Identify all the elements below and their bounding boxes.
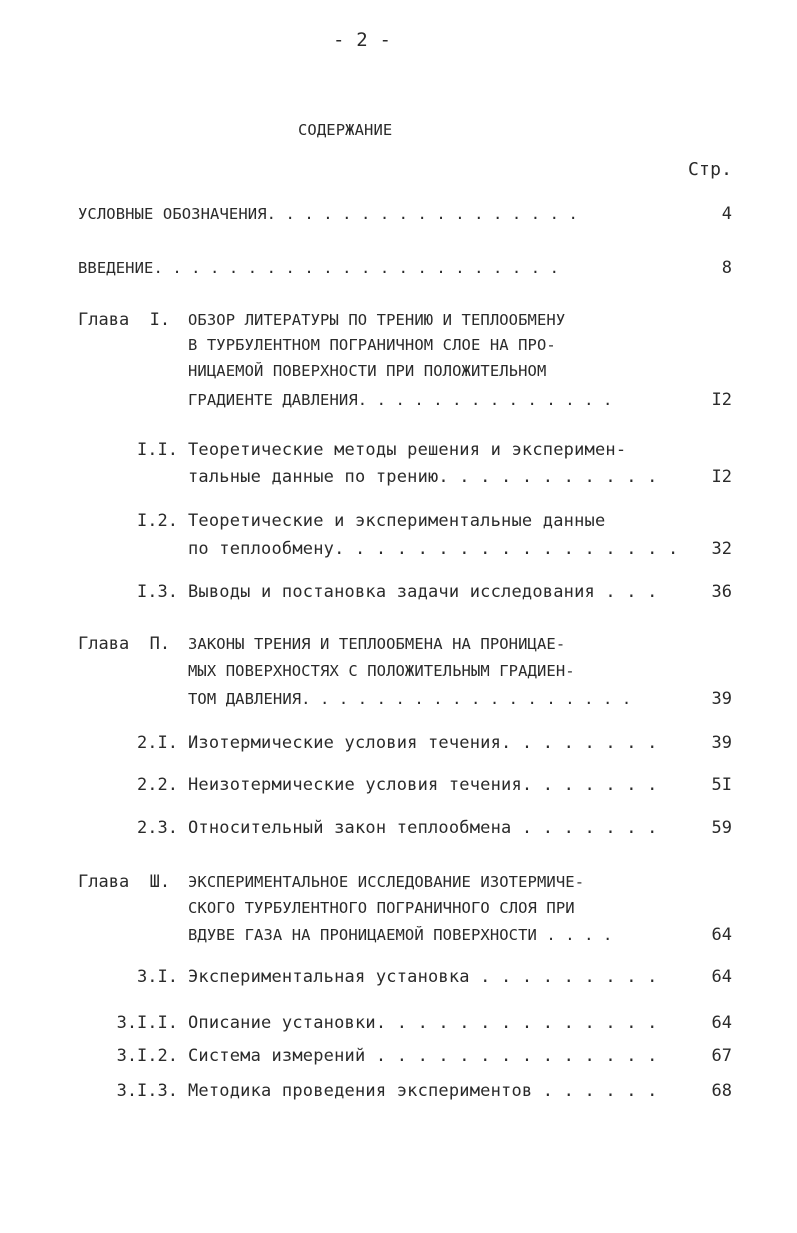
section-2-1-number: 2.I. xyxy=(137,733,178,753)
section-2-2-number: 2.2. xyxy=(137,775,178,795)
section-1-1-number: I.I. xyxy=(137,440,178,460)
section-1-1-title-line: тальные данные по трению. . . . . . . . . . . xyxy=(188,467,658,487)
chapter-2-title-line: МЫХ ПОВЕРХНОСТЯХ С ПОЛОЖИТЕЛЬНЫМ ГРАДИЕН- xyxy=(188,662,575,680)
chapter-1-label: Глава I. xyxy=(78,310,171,330)
chapter-2-title-line: ЗАКОНЫ ТРЕНИЯ И ТЕПЛООБМЕНА НА ПРОНИЦАЕ- xyxy=(188,635,566,653)
chapter-2-title-line: ТОМ ДАВЛЕНИЯ. . . . . . . . . . . . . . . . . . xyxy=(188,690,632,708)
chapter-2-page: 39 xyxy=(711,689,732,709)
toc-entry-abbrev: УСЛОВНЫЕ ОБОЗНАЧЕНИЯ. . . . . . . . . . . . . . . . . xyxy=(78,205,578,223)
chapter-3-title-line: ВДУВЕ ГАЗА НА ПРОНИЦАЕМОЙ ПОВЕРХНОСТИ . . . . xyxy=(188,926,613,944)
section-3-1-title-line: Экспериментальная установка . . . . . . . . . xyxy=(188,967,658,987)
chapter-1-title-line: В ТУРБУЛЕНТНОМ ПОГРАНИЧНОМ СЛОЕ НА ПРО- xyxy=(188,336,556,354)
section-2-2-title-line: Неизотермические условия течения. . . . . . . xyxy=(188,775,658,795)
section-3-1-3-number: 3.I.3. xyxy=(116,1081,178,1101)
chapter-3-title-line: ЭКСПЕРИМЕНТАЛЬНОЕ ИССЛЕДОВАНИЕ ИЗОТЕРМИЧЕ- xyxy=(188,873,585,891)
section-3-1-1-number: 3.I.I. xyxy=(116,1013,178,1033)
section-1-2-page: 32 xyxy=(711,539,732,559)
section-2-3-number: 2.3. xyxy=(137,818,178,838)
page-number: - 2 - xyxy=(333,29,392,51)
section-1-3-title-line: Выводы и постановка задачи исследования . . . xyxy=(188,582,658,602)
chapter-3-title-line: СКОГО ТУРБУЛЕНТНОГО ПОГРАНИЧНОГО СЛОЯ ПРИ xyxy=(188,899,575,917)
section-1-3-page: 36 xyxy=(711,582,732,602)
section-1-1-page: I2 xyxy=(711,467,732,487)
section-1-3-number: I.3. xyxy=(137,582,178,602)
section-3-1-2-number: 3.I.2. xyxy=(116,1046,178,1066)
page-title: СОДЕРЖАНИЕ xyxy=(298,121,393,139)
section-1-2-title-line: Теоретические и экспериментальные данные xyxy=(188,511,606,531)
section-2-3-title-line: Относительный закон теплообмена . . . . . . . xyxy=(188,818,658,838)
chapter-3-label: Глава Ш. xyxy=(78,872,171,892)
section-2-1-page: 39 xyxy=(711,733,732,753)
chapter-1-title-line: ОБЗОР ЛИТЕРАТУРЫ ПО ТРЕНИЮ И ТЕПЛООБМЕНУ xyxy=(188,311,566,329)
chapter-2-label: Глава П. xyxy=(78,634,171,654)
section-3-1-page: 64 xyxy=(711,967,732,987)
chapter-1-page: I2 xyxy=(711,390,732,410)
section-2-1-title-line: Изотермические условия течения. . . . . . . . xyxy=(188,733,658,753)
chapter-3-page: 64 xyxy=(711,925,732,945)
section-3-1-3-title-line: Методика проведения экспериментов . . . . . . xyxy=(188,1081,658,1101)
section-1-2-number: I.2. xyxy=(137,511,178,531)
section-2-3-page: 59 xyxy=(711,818,732,838)
section-3-1-3-page: 68 xyxy=(711,1081,732,1101)
chapter-1-title-line: НИЦАЕМОЙ ПОВЕРХНОСТИ ПРИ ПОЛОЖИТЕЛЬНОМ xyxy=(188,362,547,380)
section-3-1-1-page: 64 xyxy=(711,1013,732,1033)
toc-entry-intro: ВВЕДЕНИЕ. . . . . . . . . . . . . . . . . . . . . . xyxy=(78,259,560,277)
section-3-1-2-page: 67 xyxy=(711,1046,732,1066)
section-3-1-2-title-line: Система измерений . . . . . . . . . . . . . . xyxy=(188,1046,658,1066)
section-3-1-1-title-line: Описание установки. . . . . . . . . . . . . . xyxy=(188,1013,658,1033)
section-3-1-number: 3.I. xyxy=(137,967,178,987)
chapter-1-title-line: ГРАДИЕНТЕ ДАВЛЕНИЯ. . . . . . . . . . . . . . xyxy=(188,391,613,409)
page-column-header: Стр. xyxy=(688,159,733,180)
toc-page-abbrev: 4 xyxy=(721,204,732,224)
section-1-2-title-line: по теплообмену. . . . . . . . . . . . . . . . . xyxy=(188,539,679,559)
section-1-1-title-line: Теоретические методы решения и эксперимен- xyxy=(188,440,627,460)
toc-page-intro: 8 xyxy=(721,258,732,278)
section-2-2-page: 5I xyxy=(711,775,732,795)
